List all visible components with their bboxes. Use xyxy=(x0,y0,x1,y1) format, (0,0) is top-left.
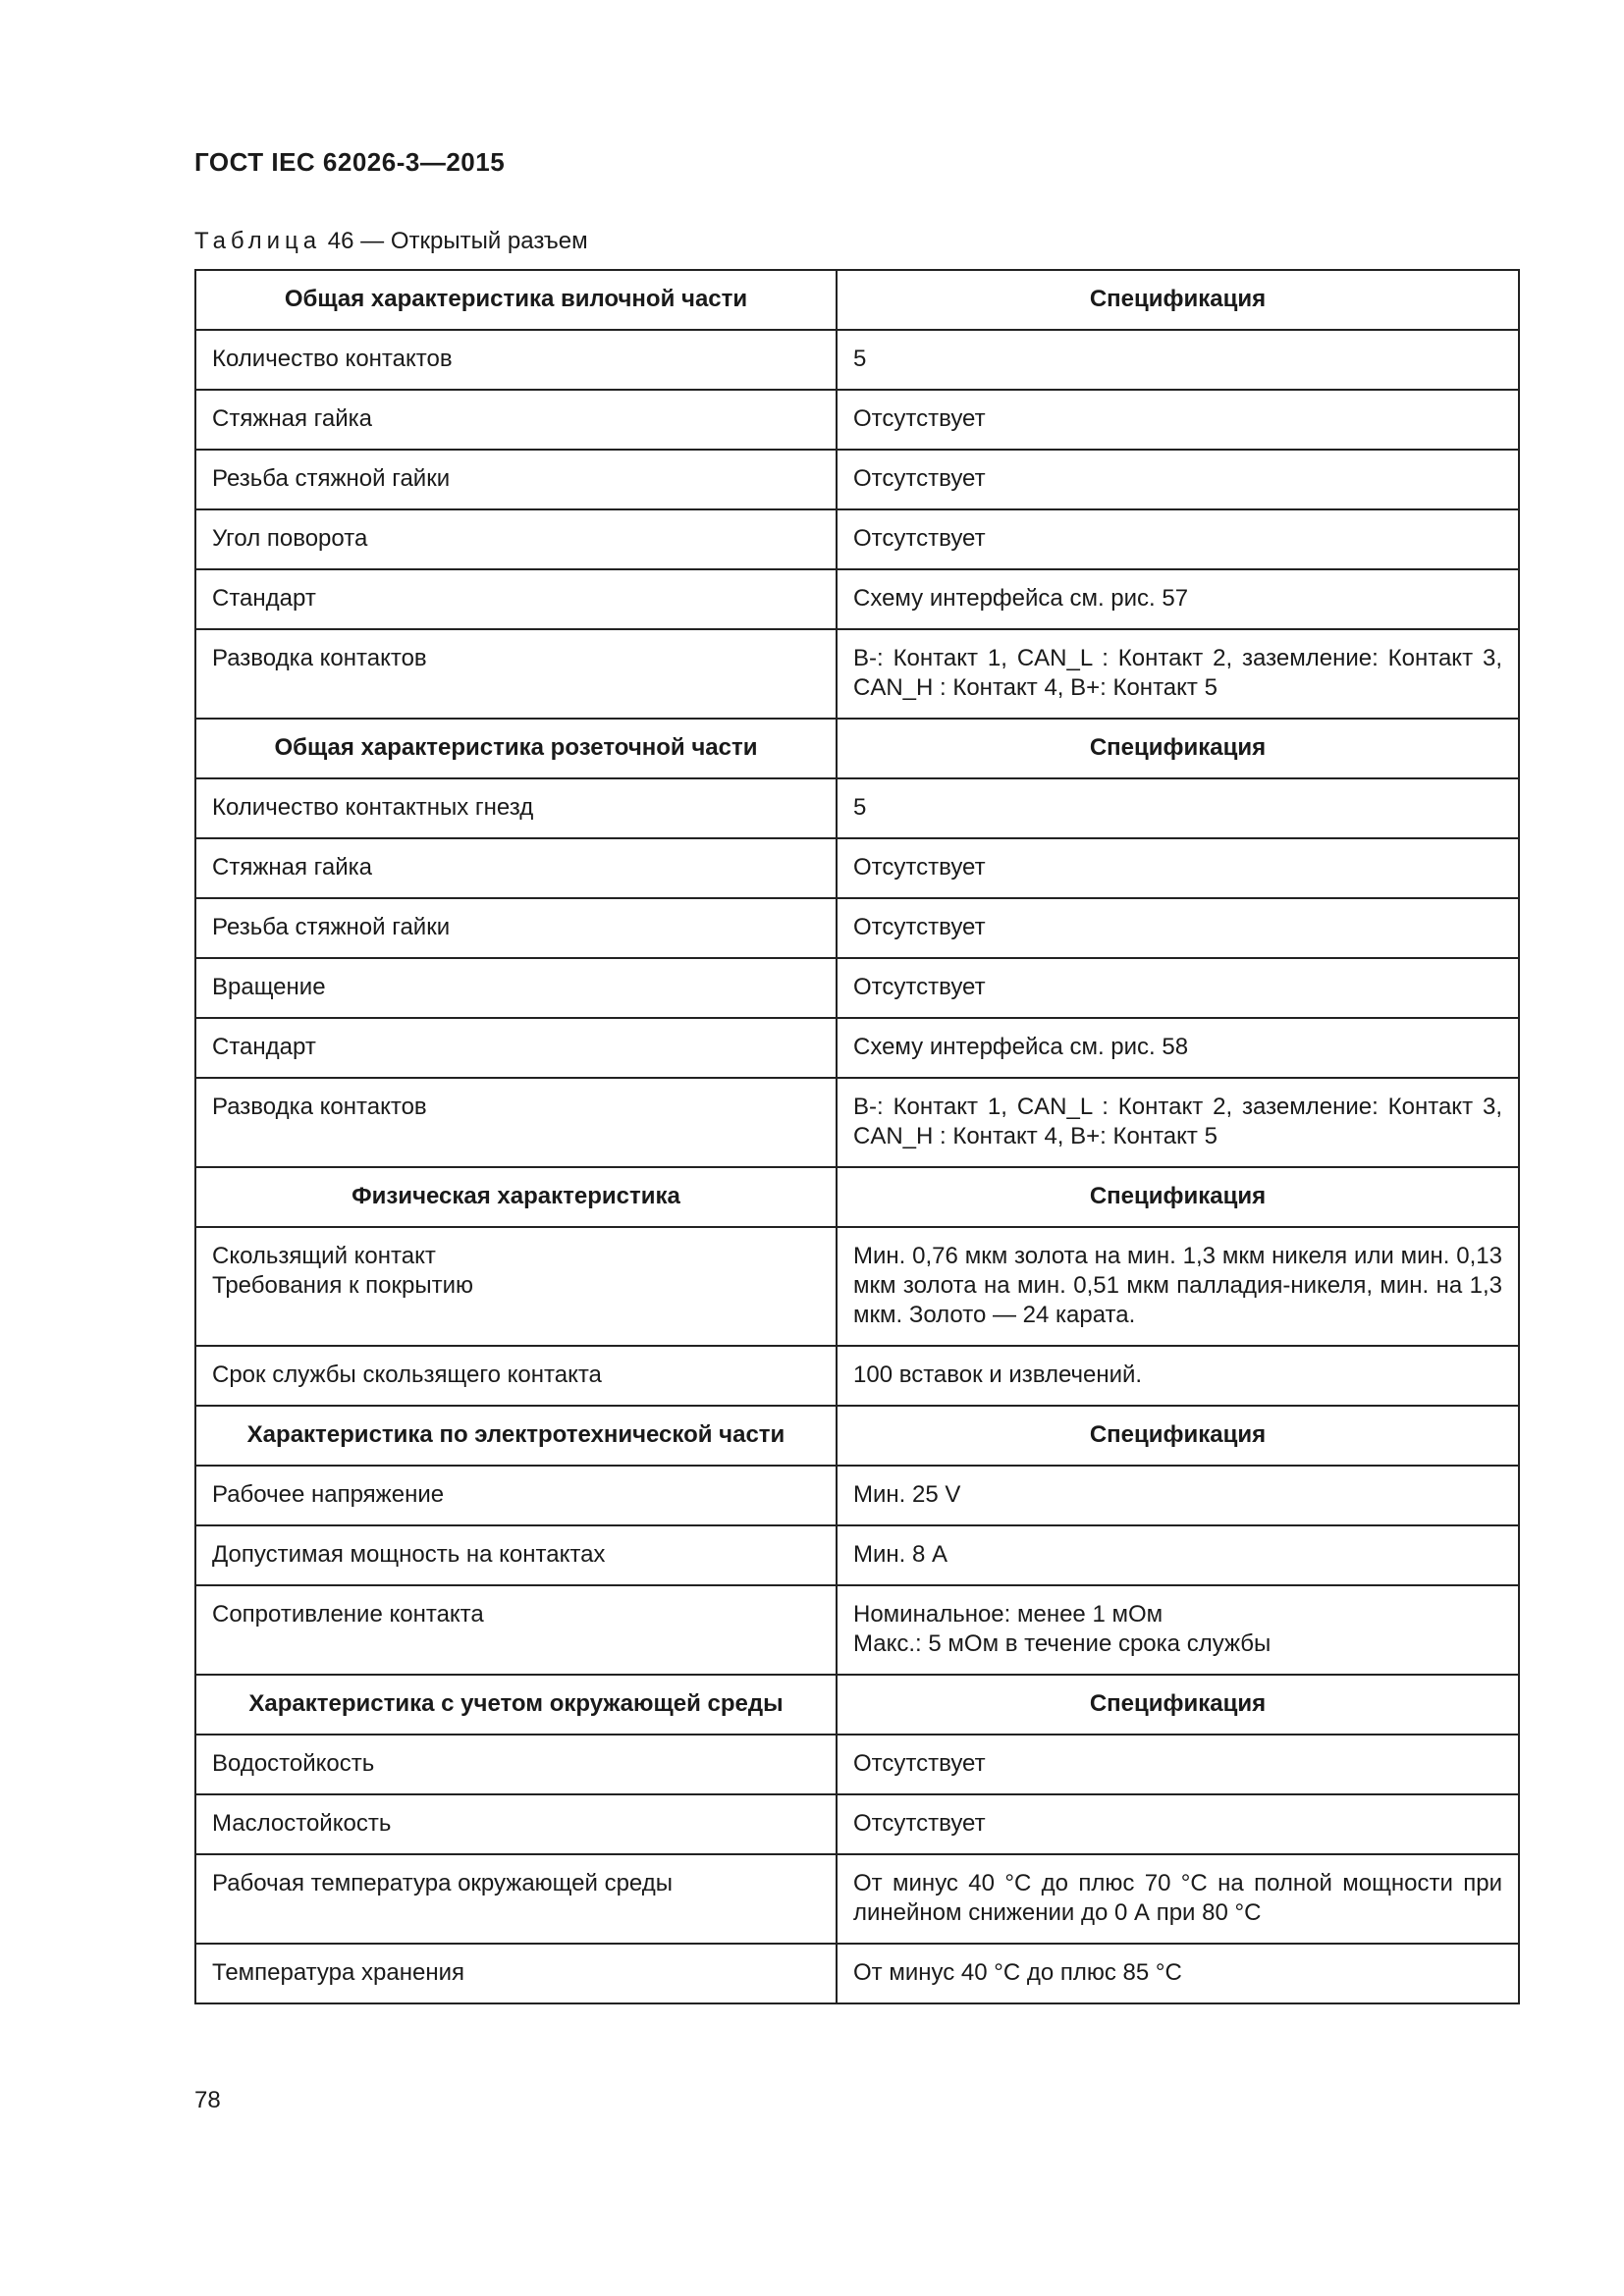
section-header-row xyxy=(195,1675,1519,1735)
section-heading: Общая характеристика вилочной части xyxy=(195,270,837,330)
table-row xyxy=(195,958,1519,1018)
specification-cell: Схему интерфейса см. рис. 57 xyxy=(837,569,1519,629)
spec-table xyxy=(194,269,1520,2004)
characteristic-cell: Стандарт xyxy=(195,569,837,629)
table-caption-label: Таблица xyxy=(194,228,322,254)
table-row xyxy=(195,1078,1519,1167)
specification-cell: Отсутствует xyxy=(837,958,1519,1018)
table-caption-text: 46 — Открытый разъем xyxy=(327,228,588,254)
characteristic-cell: Резьба стяжной гайки xyxy=(195,450,837,509)
specification-cell: Схему интерфейса см. рис. 58 xyxy=(837,1018,1519,1078)
specification-cell: Мин. 25 V xyxy=(837,1466,1519,1525)
table-row xyxy=(195,1944,1519,2003)
table-row xyxy=(195,778,1519,838)
table-caption xyxy=(194,228,588,255)
page-number: 78 xyxy=(194,2087,221,2113)
characteristic-cell: Угол поворота xyxy=(195,509,837,569)
specification-cell: Отсутствует xyxy=(837,450,1519,509)
table-row xyxy=(195,1585,1519,1675)
characteristic-cell: Стандарт xyxy=(195,1018,837,1078)
section-heading: Физическая характеристика xyxy=(195,1167,837,1227)
section-header-row xyxy=(195,270,1519,330)
table-row xyxy=(195,1018,1519,1078)
table-row xyxy=(195,898,1519,958)
specification-cell: Отсутствует xyxy=(837,509,1519,569)
table-row xyxy=(195,629,1519,719)
specification-cell: B-: Контакт 1, CAN_L : Контакт 2, заземление: Контакт 3, CAN_H : Контакт 4, B+: Контакт 5 xyxy=(837,1078,1519,1167)
characteristic-cell: Вращение xyxy=(195,958,837,1018)
characteristic-cell: Рабочее напряжение xyxy=(195,1466,837,1525)
characteristic-cell: Допустимая мощность на контактах xyxy=(195,1525,837,1585)
table-row xyxy=(195,450,1519,509)
characteristic-cell: Разводка контактов xyxy=(195,1078,837,1167)
characteristic-cell: Водостойкость xyxy=(195,1735,837,1794)
characteristic-cell: Стяжная гайка xyxy=(195,838,837,898)
section-header-row xyxy=(195,1167,1519,1227)
section-heading: Характеристика с учетом окружающей среды xyxy=(195,1675,837,1735)
table-row xyxy=(195,1346,1519,1406)
document-header: ГОСТ IEC 62026-3—2015 xyxy=(194,147,506,177)
table-row xyxy=(195,509,1519,569)
characteristic-cell: Количество контактов xyxy=(195,330,837,390)
specification-cell: Отсутствует xyxy=(837,838,1519,898)
specification-cell: От минус 40 °С до плюс 70 °С на полной мощности при линейном снижении до 0 А при 80 °С xyxy=(837,1854,1519,1944)
characteristic-cell: Стяжная гайка xyxy=(195,390,837,450)
characteristic-cell: Резьба стяжной гайки xyxy=(195,898,837,958)
specification-cell: Отсутствует xyxy=(837,1794,1519,1854)
table-row xyxy=(195,569,1519,629)
specification-cell: От минус 40 °С до плюс 85 °С xyxy=(837,1944,1519,2003)
spec-heading: Спецификация xyxy=(837,270,1519,330)
section-header-row xyxy=(195,1406,1519,1466)
specification-cell: Мин. 8 А xyxy=(837,1525,1519,1585)
specification-cell: Отсутствует xyxy=(837,390,1519,450)
specification-cell: Отсутствует xyxy=(837,1735,1519,1794)
specification-cell: 5 xyxy=(837,330,1519,390)
table-row xyxy=(195,1794,1519,1854)
table-row xyxy=(195,838,1519,898)
section-header-row xyxy=(195,719,1519,778)
spec-heading: Спецификация xyxy=(837,1675,1519,1735)
spec-heading: Спецификация xyxy=(837,1406,1519,1466)
spec-table-body xyxy=(195,270,1519,2003)
section-heading: Общая характеристика розеточной части xyxy=(195,719,837,778)
table-row xyxy=(195,1466,1519,1525)
table-row xyxy=(195,390,1519,450)
table-row xyxy=(195,1525,1519,1585)
specification-cell: 5 xyxy=(837,778,1519,838)
characteristic-cell: Скользящий контакт Требования к покрытию xyxy=(195,1227,837,1346)
specification-cell: Отсутствует xyxy=(837,898,1519,958)
characteristic-cell: Разводка контактов xyxy=(195,629,837,719)
characteristic-cell: Рабочая температура окружающей среды xyxy=(195,1854,837,1944)
specification-cell: Номинальное: менее 1 мОм Макс.: 5 мОм в течение срока службы xyxy=(837,1585,1519,1675)
characteristic-cell: Маслостойкость xyxy=(195,1794,837,1854)
characteristic-cell: Количество контактных гнезд xyxy=(195,778,837,838)
specification-cell: Мин. 0,76 мкм золота на мин. 1,3 мкм никеля или мин. 0,13 мкм золота на мин. 0,51 мкм палладия-никеля, мин. на 1,3 мкм. Золото — 24 карата. xyxy=(837,1227,1519,1346)
spec-heading: Спецификация xyxy=(837,719,1519,778)
characteristic-cell: Сопротивление контакта xyxy=(195,1585,837,1675)
section-heading: Характеристика по электротехнической части xyxy=(195,1406,837,1466)
specification-cell: 100 вставок и извлечений. xyxy=(837,1346,1519,1406)
table-row xyxy=(195,1854,1519,1944)
characteristic-cell: Температура хранения xyxy=(195,1944,837,2003)
table-row xyxy=(195,1227,1519,1346)
table-row xyxy=(195,1735,1519,1794)
table-row xyxy=(195,330,1519,390)
spec-heading: Спецификация xyxy=(837,1167,1519,1227)
specification-cell: B-: Контакт 1, CAN_L : Контакт 2, заземление: Контакт 3, CAN_H : Контакт 4, B+: Контакт 5 xyxy=(837,629,1519,719)
characteristic-cell: Срок службы скользящего контакта xyxy=(195,1346,837,1406)
